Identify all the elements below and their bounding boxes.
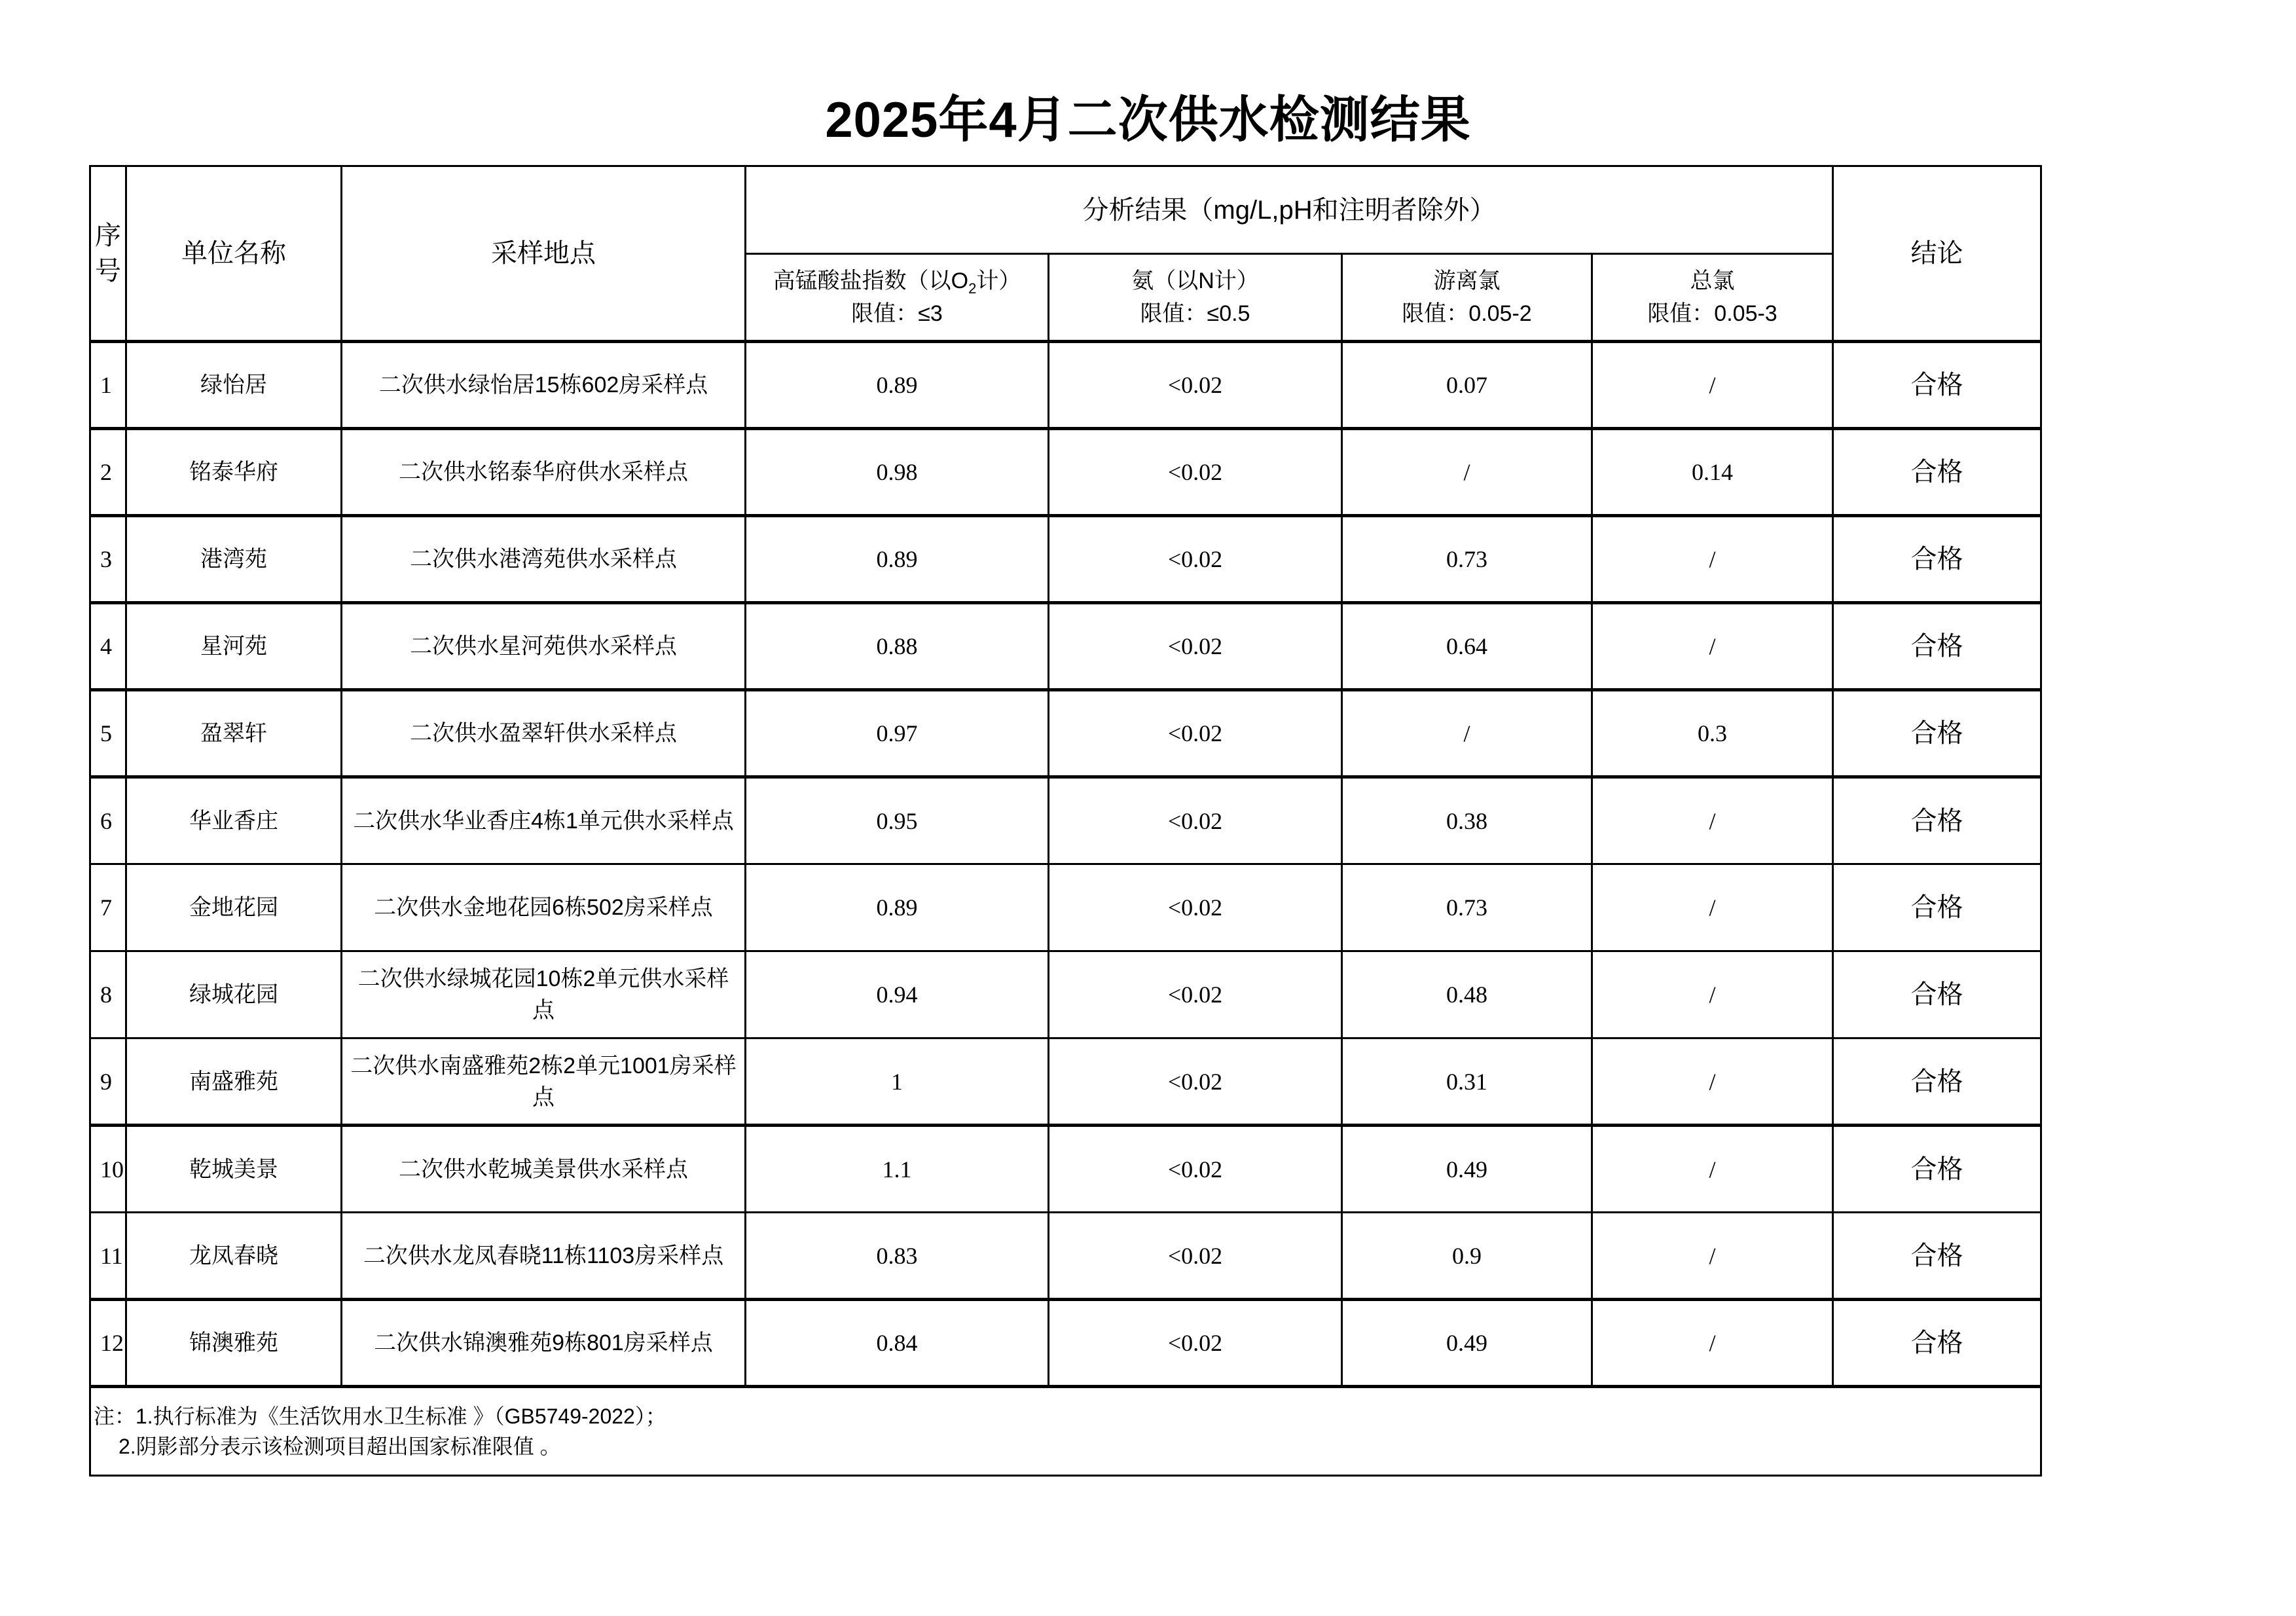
row-seq: 1 [90,342,126,429]
notes-row [90,1387,2041,1476]
row-permanganate: 0.89 [746,864,1049,951]
header-free-chlorine [1342,254,1592,342]
row-free-chlorine: 0.64 [1342,603,1592,690]
row-unit-name: 星河苑 [126,603,342,690]
row-conclusion: 合格 [1833,951,2041,1038]
row-total-chlorine: / [1592,1126,1833,1213]
table-row [90,777,2041,864]
results-table [89,165,2042,1477]
row-ammonia: <0.02 [1049,1300,1342,1387]
param-name-part: 高锰酸盐指数（以O [773,268,969,293]
header-ammonia [1049,254,1342,342]
table-row [90,951,2041,1038]
row-total-chlorine: 0.3 [1592,690,1833,777]
row-conclusion: 合格 [1833,1300,2041,1387]
header-sampling-site: 采样地点 [342,166,746,342]
row-sampling-site: 二次供水铭泰华府供水采样点 [342,429,746,516]
row-conclusion: 合格 [1833,429,2041,516]
row-sampling-site: 二次供水乾城美景供水采样点 [342,1126,746,1213]
row-permanganate: 0.89 [746,516,1049,603]
row-unit-name: 铭泰华府 [126,429,342,516]
row-unit-name: 金地花园 [126,864,342,951]
row-permanganate: 0.88 [746,603,1049,690]
row-free-chlorine: 0.49 [1342,1300,1592,1387]
table-row [90,1300,2041,1387]
row-free-chlorine: 0.31 [1342,1038,1592,1126]
row-ammonia: <0.02 [1049,690,1342,777]
header-seq [90,166,126,342]
table-row [90,603,2041,690]
table-row [90,1213,2041,1300]
row-total-chlorine: / [1592,777,1833,864]
row-sampling-site: 二次供水龙凤春晓11栋1103房采样点 [342,1213,746,1300]
row-ammonia: <0.02 [1049,1126,1342,1213]
row-conclusion: 合格 [1833,1038,2041,1126]
table-row [90,429,2041,516]
row-sampling-site: 二次供水绿怡居15栋602房采样点 [342,342,746,429]
row-total-chlorine: / [1592,1038,1833,1126]
row-sampling-site: 二次供水绿城花园10栋2单元供水采样点 [342,951,746,1038]
row-ammonia: <0.02 [1049,429,1342,516]
table-row [90,1126,2041,1213]
row-total-chlorine: / [1592,864,1833,951]
row-unit-name: 乾城美景 [126,1126,342,1213]
row-sampling-site: 二次供水金地花园6栋502房采样点 [342,864,746,951]
row-permanganate: 0.83 [746,1213,1049,1300]
row-permanganate: 0.98 [746,429,1049,516]
row-total-chlorine: / [1592,951,1833,1038]
row-seq: 5 [90,690,126,777]
header-row-1 [90,166,2041,254]
note-line-1: 注：1.执行标准为《生活饮用水卫生标准 》（GB5749-2022）； [94,1405,666,1428]
row-sampling-site: 二次供水星河苑供水采样点 [342,603,746,690]
param-subscript: 2 [968,280,977,297]
row-seq: 4 [90,603,126,690]
row-free-chlorine: / [1342,429,1592,516]
row-ammonia: <0.02 [1049,1213,1342,1300]
row-seq: 8 [90,951,126,1038]
row-permanganate: 1 [746,1038,1049,1126]
param-name-part: 计） [976,268,1021,293]
header-unit-name: 单位名称 [126,166,342,342]
row-free-chlorine: / [1342,690,1592,777]
row-conclusion: 合格 [1833,690,2041,777]
row-permanganate: 0.97 [746,690,1049,777]
row-sampling-site: 二次供水盈翠轩供水采样点 [342,690,746,777]
header-ammonia-name: 氨（以N计） [1131,268,1259,293]
row-ammonia: <0.02 [1049,1038,1342,1126]
row-unit-name: 绿城花园 [126,951,342,1038]
header-total-chlorine-name: 总氯 [1690,268,1735,293]
row-free-chlorine: 0.07 [1342,342,1592,429]
row-ammonia: <0.02 [1049,603,1342,690]
row-conclusion: 合格 [1833,1213,2041,1300]
header-conclusion: 结论 [1833,166,2041,342]
row-seq: 2 [90,429,126,516]
row-total-chlorine: / [1592,603,1833,690]
row-sampling-site: 二次供水锦澳雅苑9栋801房采样点 [342,1300,746,1387]
row-seq: 3 [90,516,126,603]
table-row [90,690,2041,777]
row-seq: 12 [90,1300,126,1387]
page-title: 2025年4月二次供水检测结果 [825,92,1471,148]
header-free-chlorine-name: 游离氯 [1433,268,1501,293]
row-unit-name: 华业香庄 [126,777,342,864]
row-ammonia: <0.02 [1049,951,1342,1038]
row-unit-name: 港湾苑 [126,516,342,603]
row-seq: 7 [90,864,126,951]
row-seq: 9 [90,1038,126,1126]
row-conclusion: 合格 [1833,864,2041,951]
header-total-chlorine [1592,254,1833,342]
row-free-chlorine: 0.73 [1342,516,1592,603]
header-total-chlorine-limit: 限值：0.05-3 [1647,301,1777,326]
row-conclusion: 合格 [1833,342,2041,429]
row-total-chlorine: / [1592,1300,1833,1387]
header-permanganate-name [750,265,1044,297]
row-conclusion: 合格 [1833,603,2041,690]
header-permanganate [746,254,1049,342]
row-unit-name: 盈翠轩 [126,690,342,777]
row-permanganate: 0.84 [746,1300,1049,1387]
header-permanganate-limit: 限值：≤3 [851,301,943,326]
table-row [90,1038,2041,1126]
row-total-chlorine: 0.14 [1592,429,1833,516]
note-line-2: 2.阴影部分表示该检测项目超出国家标准限值 。 [118,1435,561,1458]
row-free-chlorine: 0.38 [1342,777,1592,864]
row-seq: 11 [90,1213,126,1300]
header-seq-bottom: 号 [95,257,121,285]
row-unit-name: 南盛雅苑 [126,1038,342,1126]
header-seq-top: 序 [95,221,121,250]
row-free-chlorine: 0.49 [1342,1126,1592,1213]
row-unit-name: 锦澳雅苑 [126,1300,342,1387]
notes-cell [90,1387,2041,1476]
row-unit-name: 绿怡居 [126,342,342,429]
row-permanganate: 0.89 [746,342,1049,429]
row-free-chlorine: 0.73 [1342,864,1592,951]
row-permanganate: 0.94 [746,951,1049,1038]
row-total-chlorine: / [1592,342,1833,429]
row-permanganate: 0.95 [746,777,1049,864]
row-sampling-site: 二次供水南盛雅苑2栋2单元1001房采样点 [342,1038,746,1126]
row-seq: 10 [90,1126,126,1213]
header-ammonia-limit: 限值：≤0.5 [1140,301,1250,326]
table-row [90,864,2041,951]
row-permanganate: 1.1 [746,1126,1049,1213]
row-sampling-site: 二次供水华业香庄4栋1单元供水采样点 [342,777,746,864]
row-unit-name: 龙凤春晓 [126,1213,342,1300]
row-total-chlorine: / [1592,1213,1833,1300]
row-conclusion: 合格 [1833,777,2041,864]
row-ammonia: <0.02 [1049,864,1342,951]
header-analysis-results: 分析结果（mg/L,pH和注明者除外） [746,166,1833,254]
row-free-chlorine: 0.48 [1342,951,1592,1038]
row-free-chlorine: 0.9 [1342,1213,1592,1300]
header-free-chlorine-limit: 限值：0.05-2 [1402,301,1532,326]
row-conclusion: 合格 [1833,516,2041,603]
row-seq: 6 [90,777,126,864]
row-ammonia: <0.02 [1049,777,1342,864]
table-row [90,342,2041,429]
row-conclusion: 合格 [1833,1126,2041,1213]
table-row [90,516,2041,603]
row-ammonia: <0.02 [1049,516,1342,603]
row-ammonia: <0.02 [1049,342,1342,429]
row-total-chlorine: / [1592,516,1833,603]
row-sampling-site: 二次供水港湾苑供水采样点 [342,516,746,603]
